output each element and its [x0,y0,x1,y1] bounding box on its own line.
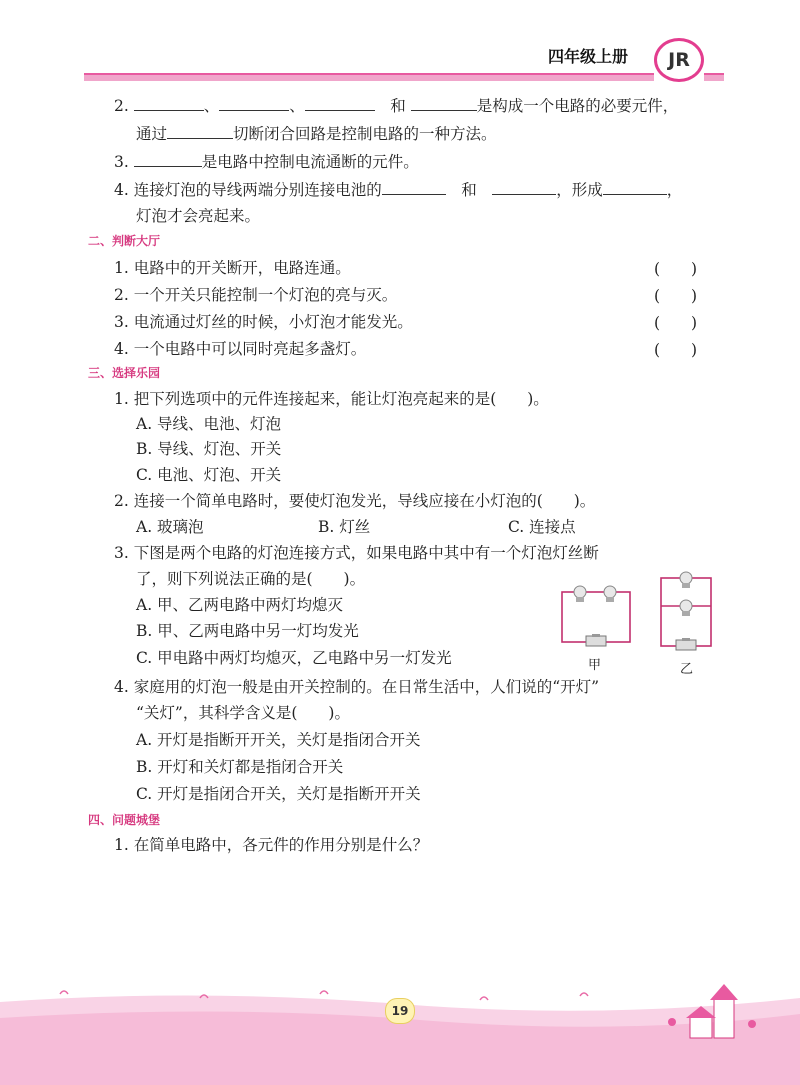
choice-q3-opt-a[interactable]: A. 甲、乙两电路中两灯均熄灭 [136,596,344,614]
choice-q2-opt-a[interactable]: A. 玻璃泡 [136,518,204,536]
blank[interactable] [492,178,556,195]
answer-paren[interactable]: ( ) [654,314,698,332]
circuit-label-yi: 乙 [680,662,694,677]
choice-q1-opt-c[interactable]: C. 电池、灯泡、开关 [136,466,282,484]
choice-q4-opt-c[interactable]: C. 开灯是指闭合开关，关灯是指断开开关 [136,785,421,803]
choice-q1-opt-b[interactable]: B. 导线、灯泡、开关 [136,440,282,458]
circuit-label-jia: 甲 [588,658,602,673]
blank[interactable] [219,94,289,111]
blank[interactable] [603,178,667,195]
judge-item-4: 4. 一个电路中可以同时亮起多盏灯。 [114,340,367,358]
blank[interactable] [382,178,446,195]
choice-q4-line1: 4. 家庭用的灯泡一般是由开关控制的。在日常生活中，人们说的“开灯” [114,678,600,696]
choice-q4-opt-b[interactable]: B. 开灯和关灯都是指闭合开关 [136,758,344,776]
choice-q3-line1: 3. 下图是两个电路的灯泡连接方式，如果电路中其中有一个灯泡灯丝断 [114,544,599,562]
fill-q2-line2: 通过 切断闭合回路是控制电路的一种方法。 [136,122,497,145]
choice-q3-line2: 了，则下列说法正确的是( )。 [136,570,366,588]
fill-q4-line2: 灯泡才会亮起来。 [136,207,261,225]
blank[interactable] [167,122,233,139]
choice-q3-opt-b[interactable]: B. 甲、乙两电路中另一灯均发光 [136,622,359,640]
judge-item-3: 3. 电流通过灯丝的时候，小灯泡才能发光。 [114,313,413,331]
blank[interactable] [411,94,477,111]
circuit-parallel-diagram [656,566,716,652]
choice-q2: 2. 连接一个简单电路时，要使灯泡发光，导线应接在小灯泡的( )。 [114,492,596,510]
fill-q2-line1: 2. 、 、 和 是构成一个电路的必要元件， [114,94,678,117]
fill-q4-line1: 4. 连接灯泡的导线两端分别连接电池的 和 ，形成 ， [114,178,682,201]
choice-q4-opt-a[interactable]: A. 开灯是指断开开关，关灯是指闭合开关 [136,731,421,749]
blank[interactable] [134,94,204,111]
section-title-question: 四、问题城堡 [88,813,161,827]
blank[interactable] [305,94,375,111]
blank[interactable] [134,150,202,167]
choice-q1: 1. 把下列选项中的元件连接起来，能让灯泡亮起来的是( )。 [114,390,549,408]
answer-paren[interactable]: ( ) [654,287,698,305]
edition-badge: JR [654,38,704,82]
answer-paren[interactable]: ( ) [654,341,698,359]
grade-title: 四年级上册 [548,47,629,66]
choice-q2-opt-b[interactable]: B. 灯丝 [318,518,371,536]
choice-q4-line2: “关灯”，其科学含义是( )。 [136,704,350,722]
judge-item-2: 2. 一个开关只能控制一个灯泡的亮与灭。 [114,286,398,304]
section-title-judge: 二、判断大厅 [88,234,161,248]
footer-decoration [0,980,800,1085]
page-number: 19 [385,998,415,1024]
answer-paren[interactable]: ( ) [654,260,698,278]
header-band-end [704,73,724,81]
judge-item-1: 1. 电路中的开关断开，电路连通。 [114,259,351,277]
header-band [84,73,654,81]
choice-q1-opt-a[interactable]: A. 导线、电池、灯泡 [136,415,282,433]
question-q1: 1. 在简单电路中，各元件的作用分别是什么？ [114,836,429,854]
choice-q2-opt-c[interactable]: C. 连接点 [508,518,576,536]
choice-q3-opt-c[interactable]: C. 甲电路中两灯均熄灭，乙电路中另一灯发光 [136,649,452,667]
fill-q3: 3. 是电路中控制电流通断的元件。 [114,150,419,173]
section-title-choice: 三、选择乐园 [88,366,161,380]
circuit-series-diagram [556,578,636,648]
